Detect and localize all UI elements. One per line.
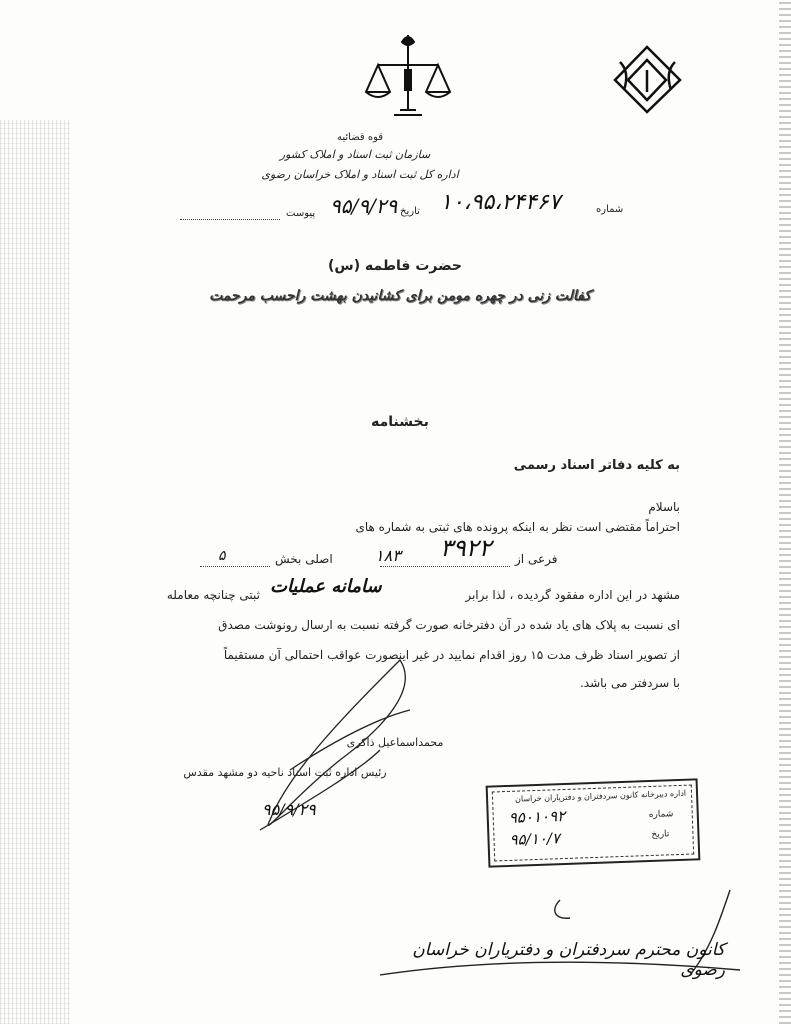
body-line-2-prefix: فرعی از bbox=[515, 552, 558, 566]
stamp-number-value: ۹۵۰۱۰۹۲ bbox=[508, 806, 566, 827]
motto-quote: کفالت زنی در چهره مومن برای کشانیدن بهشت راحسب مرحمت bbox=[209, 288, 591, 304]
org-line-registration: سازمان ثبت اسناد و املاک کشور bbox=[279, 148, 431, 161]
body-line-3-handwritten: سامانه عملیات bbox=[270, 576, 382, 597]
stamp-date-label: تاریخ bbox=[651, 829, 670, 840]
body-line-4: ای نسبت به پلاک های یاد شده در آن دفترخانه صورت گرفته نسبت به ارسال رونوشت مصدق bbox=[218, 618, 680, 632]
body-line-1: احتراماً مقتضی است نظر به اینکه پرونده های ثبتی به شماره های bbox=[355, 520, 680, 534]
body-line-2-main-number: ۱۸۳ bbox=[375, 546, 401, 565]
signature-scribble-icon bbox=[230, 650, 450, 850]
addressee: به کلیه دفاتر اسناد رسمی bbox=[513, 458, 680, 473]
body-line-2-mid: اصلی بخش bbox=[275, 552, 333, 566]
signature-hand-date: ۹۵/۹/۲۹ bbox=[262, 800, 316, 819]
stamp-header: اداره دبیرخانه کانون سردفتران و دفتریاران خراسان bbox=[514, 788, 687, 804]
registration-org-logo-icon bbox=[610, 42, 685, 117]
signatory-position: رئیس اداره ثبت اسناد ناحیه دو مشهد مقدس bbox=[183, 766, 387, 779]
body-line-2-sub-number: ۳۹۲۲ bbox=[440, 534, 492, 562]
body-line-2-dots-a bbox=[380, 566, 510, 567]
date-value: ۹۵/۹/۲۹ bbox=[330, 194, 398, 218]
org-line-khorasan: اداره کل ثبت اسناد و املاک خراسان رضوی bbox=[261, 168, 459, 181]
org-line-judiciary: قوه قضائیه bbox=[336, 132, 384, 143]
body-line-2-section: ۵ bbox=[218, 548, 226, 564]
body-line-6: با سردفتر می باشد. bbox=[579, 676, 680, 690]
scan-noise-left bbox=[0, 120, 70, 1024]
received-stamp bbox=[486, 778, 701, 867]
greeting: باسلام bbox=[648, 500, 680, 514]
stamp-date-value: ۹۵/۱۰/۷ bbox=[509, 829, 561, 849]
document-title: بخشنامه bbox=[371, 414, 429, 430]
stamp-number-label: شماره bbox=[648, 809, 674, 821]
attachment-label: پیوست bbox=[286, 208, 316, 219]
body-line-2-dots-b bbox=[200, 566, 270, 567]
number-value: ۱۰،۹۵،۲۴۴۶۷ bbox=[440, 190, 561, 215]
attachment-line bbox=[180, 219, 280, 220]
judiciary-emblem-icon bbox=[358, 30, 458, 125]
body-line-3-b: ثبتی چنانچه معامله bbox=[166, 588, 260, 602]
body-line-5: از تصویر اسناد ظرف مدت ۱۵ روز اقدام نمایید در غیر اینصورت عواقب احتمالی آن مستقیماً bbox=[223, 648, 680, 662]
number-label: شماره bbox=[596, 204, 624, 215]
motto-heading: حضرت فاطمه (س) bbox=[327, 258, 462, 274]
handwritten-note: کانون محترم سردفتران و دفتریاران خراسان رضوی bbox=[412, 940, 725, 980]
body-line-3-a: مشهد در این اداره مفقود گردیده ، لذا برابر bbox=[465, 588, 680, 602]
scan-noise-right bbox=[779, 0, 791, 1024]
signatory-name: محمداسماعیل ذاکری bbox=[346, 736, 444, 749]
date-label: تاریخ bbox=[400, 206, 420, 217]
